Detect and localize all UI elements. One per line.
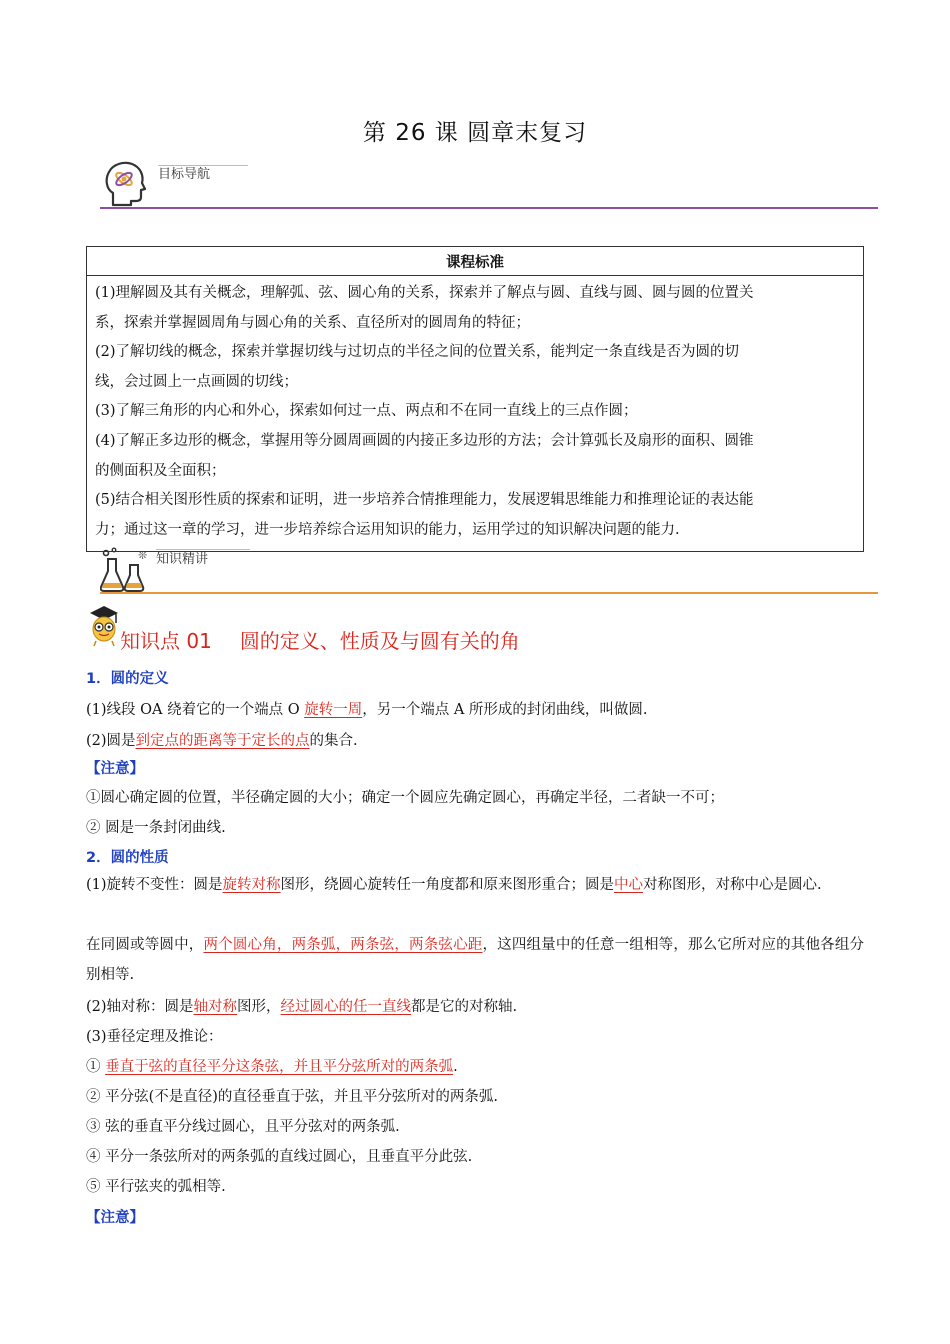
s2-para-3-c: 都是它的对称轴. xyxy=(411,999,518,1015)
s2-para-1-red-1: 旋转对称 xyxy=(222,877,281,893)
s1-line-2-b: 的集合. xyxy=(309,733,358,749)
s2-heading: 2．圆的性质 xyxy=(86,850,169,866)
goal-nav-thin-line xyxy=(158,165,248,166)
standard-item-1-line-2: 系，探索并掌握圆周角与圆心角的关系、直径所对的圆周角的特征； xyxy=(95,314,530,331)
s2-para-2-a: 在同圆或等圆中， xyxy=(86,937,204,953)
s2-para-3-red-1: 轴对称 xyxy=(193,999,238,1015)
theorem-3: ③ 弦的垂直平分线过圆心，且平分弦对的两条弧. xyxy=(86,1119,400,1135)
s1-line-1-a: (1)线段 OA 绕着它的一个端点 O xyxy=(86,702,305,718)
s2-note-label: 【注意】 xyxy=(86,1210,144,1226)
knowledge-point-number: 知识点 01 xyxy=(120,629,212,653)
knowledge-point-title xyxy=(120,625,520,654)
theorem-1-red: 垂直于弦的直径平分这条弦，并且平分弦所对的两条弧 xyxy=(105,1059,454,1075)
standard-item-3-line-1: (3)了解三角形的内心和外心，探索如何过一点、两点和不在同一直线上的三点作圆； xyxy=(95,403,638,420)
s2-para-2 xyxy=(86,930,864,990)
s1-line-2 xyxy=(86,729,358,750)
s1-line-1-red: 旋转一周 xyxy=(304,702,363,718)
goal-nav-rule xyxy=(100,207,878,209)
s1-line-1 xyxy=(86,698,648,719)
standards-header: 课程标准 xyxy=(87,247,864,276)
s2-para-3 xyxy=(86,995,517,1016)
s1-line-2-red: 到定点的距离等于定长的点 xyxy=(135,733,310,749)
standard-item-1-line-1: (1)理解圆及其有关概念，理解弧、弦、圆心角的关系，探索并了解点与圆、直线与圆、圆与圆的位置关 xyxy=(95,285,754,301)
s2-para-1 xyxy=(86,870,864,900)
sparkle-icon: ❊ xyxy=(138,549,148,562)
standards-content xyxy=(87,276,864,552)
theorem-2: ② 平分弦(不是直径)的直径垂直于弦，并且平分弦所对的两条弧. xyxy=(86,1089,499,1105)
theorem-4: ④ 平分一条弦所对的两条弧的直线过圆心，且垂直平分此弦. xyxy=(86,1149,473,1165)
s2-para-2-b: ，这四组量中的任意一组相等，那么它所对应的其他各组分别相等. xyxy=(86,937,865,983)
standard-item-5-line-1: (5)结合相关图形性质的探索和证明，进一步培养合情推理能力，发展逻辑思维能力和推理论证的表达能 xyxy=(95,492,754,509)
standard-item-4-line-2: 的侧面积及全面积； xyxy=(95,462,226,479)
s2-para-3-red-2: 经过圆心的任一直线 xyxy=(280,999,412,1015)
s1-note-2: ② 圆是一条封闭曲线. xyxy=(86,820,226,836)
s1-line-1-b: ，另一个端点 A 所形成的封闭曲线，叫做圆. xyxy=(362,702,648,718)
standards-table xyxy=(86,246,864,552)
standard-item-2-line-2: 线，会过圆上一点画圆的切线； xyxy=(95,373,298,390)
s2-para-3-a: (2)轴对称：圆是 xyxy=(86,999,194,1015)
s2-para-1-red-2: 中心 xyxy=(614,877,644,893)
theorem-1-b: . xyxy=(453,1059,458,1075)
theorem-5: ⑤ 平行弦夹的弧相等. xyxy=(86,1179,226,1195)
knowledge-rule xyxy=(100,592,878,594)
s1-line-2-a: (2)圆是 xyxy=(86,733,136,749)
page-title: 第 26 课 圆章末复习 xyxy=(362,120,588,146)
mascot-graduate-icon xyxy=(86,603,122,647)
s2-para-1-c: 对称图形，对称中心是圆心. xyxy=(643,877,822,893)
s2-para-2-red: 两个圆心角，两条弧，两条弦，两条弦心距 xyxy=(203,937,483,953)
s1-note-label: 【注意】 xyxy=(86,761,144,777)
standard-item-5-line-2: 力；通过这一章的学习，进一步培养综合运用知识的能力，运用学过的知识解决问题的能力. xyxy=(95,521,680,538)
knowledge-thin-line xyxy=(156,549,250,550)
goal-nav-label: 目标导航 xyxy=(158,167,211,182)
standard-item-2-line-1: (2)了解切线的概念，探索并掌握切线与过切点的半径之间的位置关系，能判定一条直线是否为圆的切 xyxy=(95,344,740,361)
knowledge-label: 知识精讲 xyxy=(156,552,209,567)
s1-heading: 1．圆的定义 xyxy=(86,671,169,687)
theorem-1 xyxy=(86,1055,458,1076)
s1-note-1: ①圆心确定圆的位置，半径确定圆的大小；确定一个圆应先确定圆心，再确定半径，二者缺一不可； xyxy=(86,790,724,806)
s2-para-4: (3)垂径定理及推论： xyxy=(86,1029,223,1045)
s2-para-1-a: (1)旋转不变性：圆是 xyxy=(86,877,223,893)
head-brain-icon xyxy=(104,159,146,209)
theorem-1-a: ① xyxy=(86,1059,106,1075)
s2-para-1-b: 图形，绕圆心旋转任一角度都和原来图形重合；圆是 xyxy=(280,877,615,893)
standard-item-4-line-1: (4)了解正多边形的概念，掌握用等分圆周画圆的内接正多边形的方法；会计算弧长及扇形的面积、圆锥 xyxy=(95,432,754,449)
s2-para-3-b: 图形， xyxy=(237,999,281,1015)
knowledge-point-name: 圆的定义、性质及与圆有关的角 xyxy=(239,629,520,653)
